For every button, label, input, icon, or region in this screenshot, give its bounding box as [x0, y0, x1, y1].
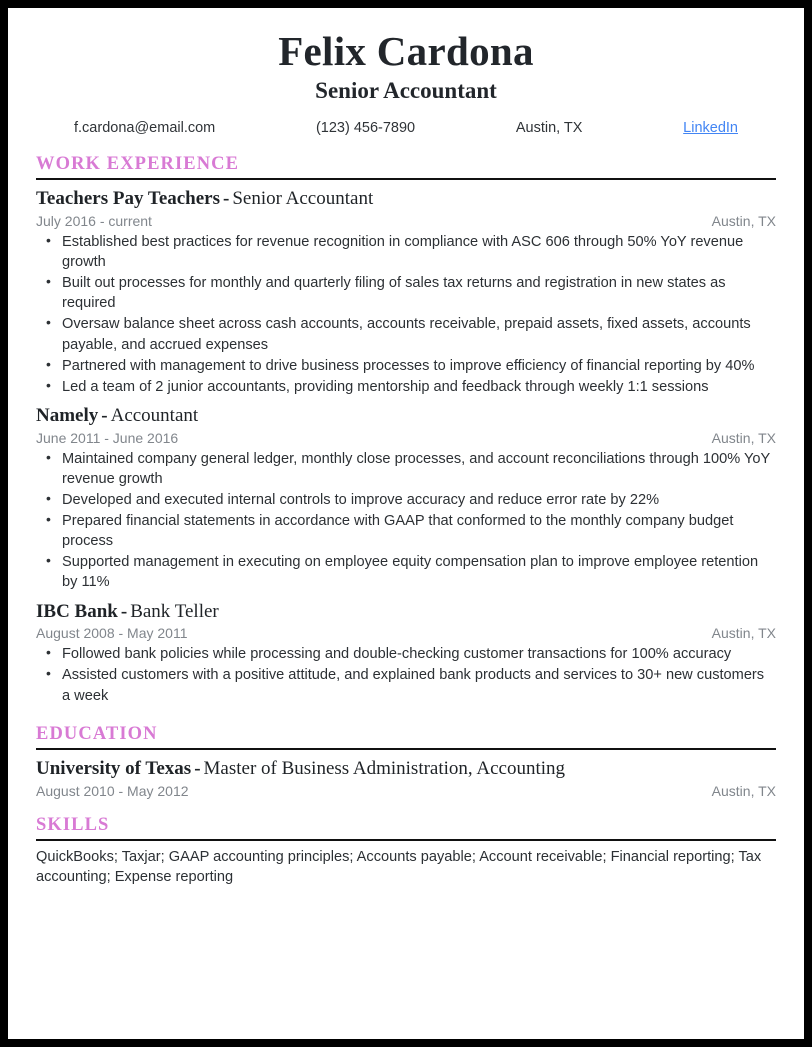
candidate-name: Felix Cardona — [278, 28, 534, 74]
list-item: • Assisted customers with a positive attitude, and explained bank products and services to 30+ new customers a week — [36, 665, 776, 705]
contact-email[interactable]: f.cardona@email.com — [74, 119, 216, 136]
list-item: • Maintained company general ledger, monthly close processes, and account reconciliations through 100% YoY revenue growth — [36, 449, 776, 489]
list-item: • Established best practices for revenue recognition in compliance with ASC 606 through 50% YoY revenue growth — [36, 232, 776, 272]
work-entry-meta — [36, 430, 776, 446]
work-entry-location: Austin, TX — [711, 429, 776, 446]
list-item: • Partnered with management to drive business processes to improve efficiency of financial reporting by 40% — [36, 356, 776, 376]
education-school: University of Texas — [36, 757, 192, 779]
work-entry-meta — [36, 625, 776, 641]
work-entry-separator: - — [120, 600, 128, 622]
work-entry-location: Austin, TX — [711, 212, 776, 229]
contact-location: Austin, TX — [515, 119, 583, 136]
work-entry — [36, 404, 776, 593]
work-entry-company: IBC Bank — [36, 600, 118, 622]
work-entry-bullets — [36, 449, 776, 593]
list-item: • Followed bank policies while processing and double-checking customer transactions for 100% accuracy — [36, 644, 776, 664]
list-item: • Led a team of 2 junior accountants, providing mentorship and feedback through weekly 1:1 sessions — [36, 377, 776, 397]
work-entry-role: Accountant — [110, 404, 199, 426]
work-entry-separator: - — [223, 188, 230, 210]
work-entry-heading — [36, 404, 776, 428]
list-item: • Oversaw balance sheet across cash accounts, accounts receivable, prepaid assets, fixed assets, accounts payable, and accrued expenses — [36, 314, 776, 354]
education-location: Austin, TX — [711, 782, 776, 799]
list-item: • Built out processes for monthly and quarterly filing of sales tax returns and registration in new states as required — [36, 273, 776, 313]
resume-page — [8, 8, 804, 1039]
section-heading-skills: SKILLS — [36, 814, 110, 835]
section-education — [36, 724, 776, 799]
linkedin-link[interactable]: LinkedIn — [683, 119, 738, 136]
section-divider-skills — [36, 839, 776, 841]
work-entry-company: Teachers Pay Teachers — [36, 188, 221, 210]
section-heading-work: WORK EXPERIENCE — [36, 153, 240, 174]
work-entry-dates: June 2011 - June 2016 — [36, 429, 179, 446]
work-entry-heading — [36, 600, 776, 624]
education-entry-meta — [36, 783, 776, 799]
work-entry-bullets — [36, 232, 776, 397]
section-divider-work — [36, 178, 776, 180]
candidate-job-title: Senior Accountant — [315, 78, 497, 104]
work-entry-location: Austin, TX — [711, 625, 776, 642]
resume-header — [36, 30, 776, 136]
section-divider-education — [36, 748, 776, 750]
contact-phone[interactable]: (123) 456-7890 — [315, 119, 416, 136]
work-entry-role: Senior Accountant — [232, 188, 374, 210]
education-entry — [36, 757, 776, 799]
skills-list: QuickBooks; Taxjar; GAAP accounting principles; Accounts payable; Account receivable; Financial reporting; Tax accounting; Expense reporting — [36, 849, 762, 886]
work-entry-heading — [36, 187, 776, 211]
work-entry-dates: August 2008 - May 2011 — [36, 625, 188, 642]
work-entry-company: Namely — [36, 404, 99, 426]
list-item: • Prepared financial statements in accordance with GAAP that conformed to the monthly company budget process — [36, 511, 776, 551]
list-item: • Supported management in executing on employee equity compensation plan to improve employee retention by 11% — [36, 552, 776, 592]
work-entry-bullets — [36, 644, 776, 705]
work-entry-separator: - — [101, 404, 108, 426]
education-entry-heading — [36, 757, 776, 781]
education-degree: Master of Business Administration, Accounting — [203, 757, 566, 779]
education-dates: August 2010 - May 2012 — [36, 782, 189, 799]
section-work-experience — [36, 154, 776, 706]
contact-row — [36, 120, 776, 136]
work-entry-meta — [36, 213, 776, 229]
work-entry-dates: July 2016 - current — [36, 212, 152, 229]
list-item: • Developed and executed internal controls to improve accuracy and reduce error rate by 22% — [36, 490, 776, 510]
education-separator: - — [194, 757, 201, 779]
section-skills — [36, 815, 776, 888]
work-entry-role: Bank Teller — [130, 600, 219, 622]
work-entry — [36, 187, 776, 397]
work-entry — [36, 600, 776, 706]
section-heading-education: EDUCATION — [36, 723, 158, 744]
